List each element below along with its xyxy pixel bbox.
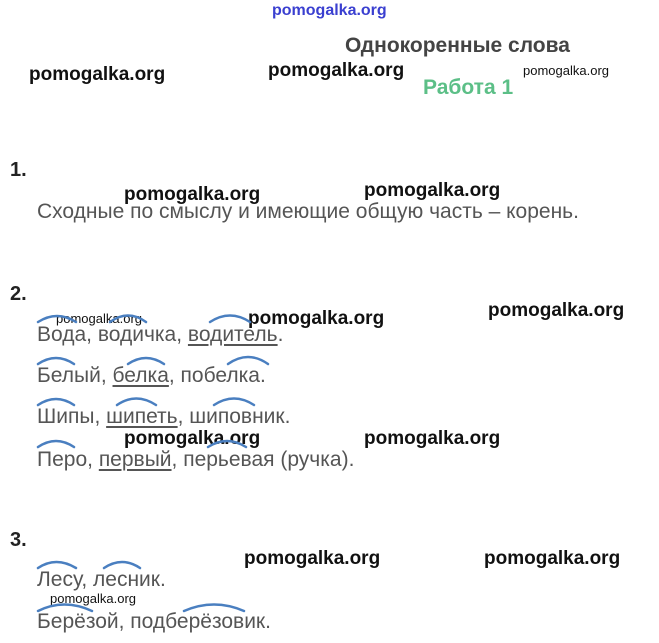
watermark: pomogalka.org xyxy=(523,63,609,78)
watermark: pomogalka.org xyxy=(244,548,381,569)
word: побелка xyxy=(180,364,260,387)
word: Вода xyxy=(37,323,87,346)
word: шиповник xyxy=(189,405,285,428)
separator: . xyxy=(277,323,284,346)
watermark: pomogalka.org xyxy=(488,300,625,321)
separator: , xyxy=(100,364,113,387)
watermark-top: pomogalka.org xyxy=(272,2,387,19)
task-number: 1. xyxy=(10,159,27,181)
separator: , xyxy=(168,364,181,387)
separator: , xyxy=(94,405,107,428)
watermark: pomogalka.org xyxy=(29,64,166,85)
watermark: pomogalka.org xyxy=(124,428,261,449)
task-number: 2. xyxy=(10,283,27,305)
watermark: pomogalka.org xyxy=(364,428,501,449)
word: Перо xyxy=(37,448,88,471)
task-number: 3. xyxy=(10,529,27,551)
word: Шипы xyxy=(37,405,95,428)
separator: , xyxy=(86,323,98,346)
word: Белый xyxy=(37,364,101,387)
separator: , xyxy=(87,448,99,471)
underlined-word: белка xyxy=(112,364,169,387)
task-line: Берёзой, подберёзовик. xyxy=(37,610,271,633)
separator: , xyxy=(177,405,190,428)
underlined-word: водитель xyxy=(187,323,278,346)
watermark: pomogalka.org xyxy=(268,60,405,81)
underlined-word: первый xyxy=(98,448,172,471)
task-line: Лесу, лесник. xyxy=(37,568,166,591)
page-subtitle: Работа 1 xyxy=(423,76,514,99)
watermark: pomogalka.org xyxy=(248,308,385,329)
watermark: pomogalka.org xyxy=(484,548,621,569)
task-line: Сходные по смыслу и имеющие общую часть – корень. xyxy=(37,200,579,223)
watermark: pomogalka.org xyxy=(50,591,136,606)
separator: , xyxy=(171,448,184,471)
watermark: pomogalka.org xyxy=(364,180,501,201)
word: водичка xyxy=(97,323,177,346)
task-line xyxy=(37,364,266,388)
separator: . xyxy=(284,405,291,428)
word: перьевая (ручка) xyxy=(183,448,349,471)
page-title: Однокоренные слова xyxy=(345,34,570,57)
watermark: pomogalka.org xyxy=(56,311,142,326)
underlined-word: шипеть xyxy=(106,405,178,428)
task-line xyxy=(37,405,290,429)
task-line xyxy=(37,323,283,347)
root-arc xyxy=(210,316,250,323)
root-arc xyxy=(228,357,268,364)
watermark: pomogalka.org xyxy=(124,184,261,205)
separator: , xyxy=(176,323,188,346)
separator: . xyxy=(348,448,355,471)
separator: . xyxy=(259,364,266,387)
task-line xyxy=(37,448,354,472)
root-arc xyxy=(38,441,74,447)
